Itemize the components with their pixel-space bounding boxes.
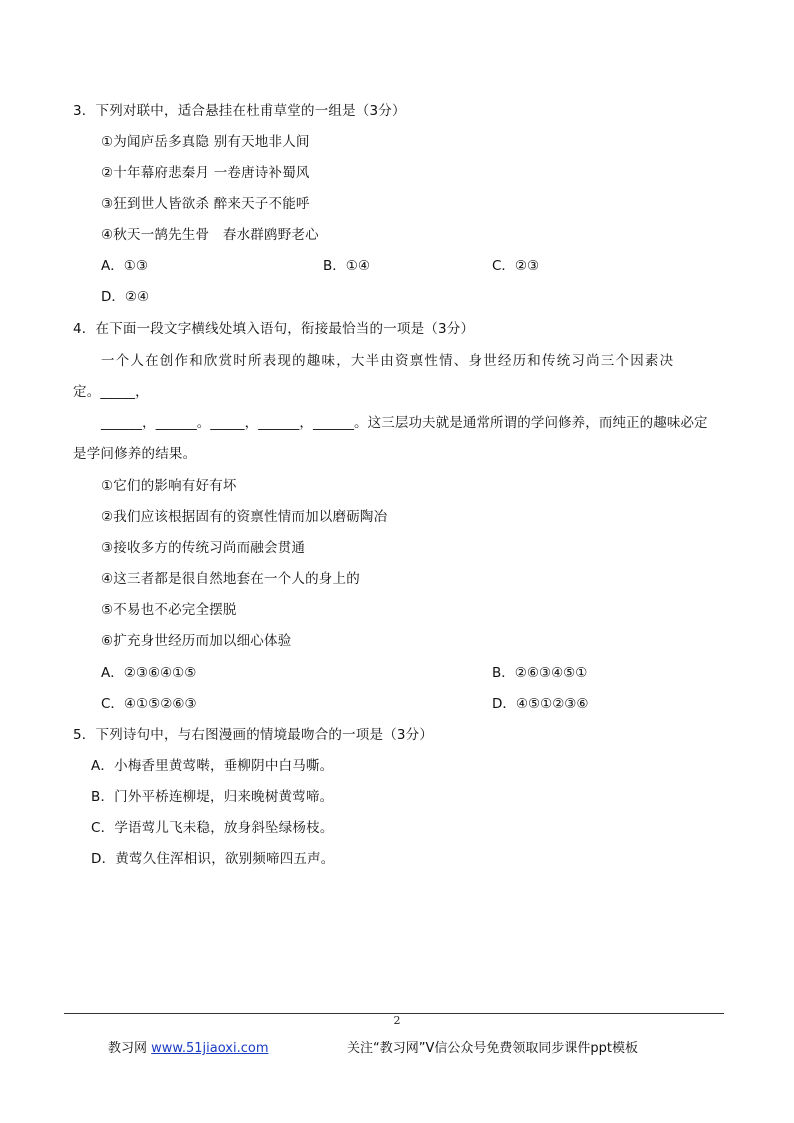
q4-passage-line-2: 定。_____， — [73, 384, 149, 400]
q4-passage-line-1: 一个人在创作和欣赏时所表现的趣味，大半由资禀性情、身世经历和传统习尚三个因素决 — [101, 353, 675, 369]
q3-option-c: C．②③ — [492, 258, 540, 274]
q3-option-b: B．①④ — [323, 258, 370, 274]
footer-promo: 关注“教习网”V信公众号免费领取同步课件ppt模板 — [347, 1041, 638, 1056]
q3-option-a: A．①③ — [101, 258, 148, 274]
q5-option-c: C．学语莺儿飞未稳，放身斜坠绿杨枝。 — [91, 820, 334, 836]
q4-item-2: ②我们应该根据固有的资禀性情而加以磨砺陶冶 — [101, 509, 388, 525]
q5-option-a: A．小梅香里黄莺啭，垂柳阴中白马嘶。 — [91, 758, 334, 774]
q4-item-5: ⑤不易也不必完全摆脱 — [101, 602, 237, 618]
q4-item-6: ⑥扩充身世经历而加以细心体验 — [101, 633, 292, 649]
page-number: 2 — [393, 1014, 401, 1027]
q4-option-a: A．②③⑥④①⑤ — [101, 665, 197, 681]
q3-item-3: ③狂到世人皆欲杀 醉来天子不能呼 — [101, 196, 310, 212]
q4-option-c: C．④①⑤②⑥③ — [101, 696, 197, 712]
footer-site-name: 教习网 — [108, 1041, 148, 1056]
q4-item-1: ①它们的影响有好有坏 — [101, 478, 237, 494]
q5-option-d: D．黄莺久住浑相识，欲别频啼四五声。 — [91, 851, 335, 867]
q4-item-4: ④这三者都是很自然地套在一个人的身上的 — [101, 571, 360, 587]
q4-stem: 4．在下面一段文字横线处填入语句，衔接最恰当的一项是（3分） — [73, 321, 475, 337]
footer-site-link[interactable]: www.51jiaoxi.com — [151, 1041, 269, 1056]
q4-option-d: D．④⑤①②③⑥ — [492, 696, 589, 712]
q4-option-b: B．②⑥③④⑤① — [492, 665, 588, 681]
q4-passage-line-4: 是学问修养的结果。 — [73, 446, 197, 462]
q3-stem: 3．下列对联中，适合悬挂在杜甫草堂的一组是（3分） — [73, 103, 406, 119]
q3-item-2: ②十年幕府悲秦月 一卷唐诗补蜀风 — [101, 165, 310, 181]
q4-passage-line-3: ______，______。_____，______，______。这三层功夫就是通常所谓的学问修养，而纯正的趣味必定 — [101, 415, 708, 431]
q4-item-3: ③接收多方的传统习尚而融会贯通 — [101, 540, 306, 556]
q3-item-1: ①为闻庐岳多真隐 别有天地非人间 — [101, 134, 310, 150]
q5-stem: 5．下列诗句中，与右图漫画的情境最吻合的一项是（3分） — [73, 727, 434, 743]
q5-option-b: B．门外平桥连柳堤，归来晚树黄莺啼。 — [91, 789, 334, 805]
footer-site — [108, 1037, 268, 1056]
q3-option-d: D．②④ — [101, 289, 150, 305]
q3-item-4: ④秋天一鹄先生骨 春水群鸥野老心 — [101, 227, 319, 243]
